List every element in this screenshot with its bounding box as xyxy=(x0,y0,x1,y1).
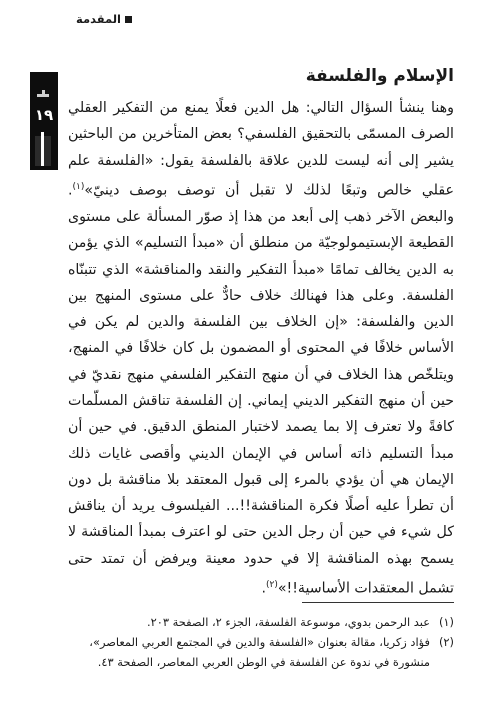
footnote-item xyxy=(58,632,454,652)
footnote-marker: (١) xyxy=(438,615,454,629)
chapter-side-tab xyxy=(30,72,58,170)
paragraph-text: . xyxy=(261,580,266,597)
footnote-continuation: منشورة في ندوة عن الفلسفة في الوطن العربي المعاصر، الصفحة ٤٣. xyxy=(97,655,430,669)
tab-ornament-bar xyxy=(37,94,49,97)
footnote-divider xyxy=(302,602,454,603)
paragraph-text: وهنا ينشأ السؤال التالي: هل الدين فعلًا يمنع من التفكير العقلي الصرف المسمّى بالتحقيق الفلسفي؟ بعض المتأخرين من الباحثين يشير إلى أنه ليست للدين علاقة بالفلسفة يقول: «الفلسفة علم عقلي خالص وتبعًا لذلك لا تقبل أن توصف بوصف دينيّ» xyxy=(68,100,454,199)
tab-notch-line xyxy=(41,132,44,166)
running-header xyxy=(76,12,132,26)
footnote-item xyxy=(58,612,454,632)
body-paragraph xyxy=(68,95,454,602)
section-title: الإسلام والفلسفة xyxy=(305,66,454,86)
footnote-ref-1[interactable]: (١) xyxy=(72,181,85,192)
header-square-icon xyxy=(125,16,132,23)
main-content xyxy=(68,66,454,602)
running-title: المقدمة xyxy=(76,12,121,26)
footnote-text: عبد الرحمن بدوي، موسوعة الفلسفة، الجزء ٢، الصفحة ٢٠٣. xyxy=(147,615,430,629)
footnote-marker: (٢) xyxy=(438,635,454,649)
footnotes xyxy=(58,612,454,672)
paragraph-text: . والبعض الآخر ذهب إلى أبعد من هذا إذ صوّر المسألة على مستوى القطيعة الإبستيمولوجيّة من منطلق أن «مبدأ التسليم» الذي يؤمن به الدين يخالف تمامًا «مبدأ التفكير والنقد والمناقشة» الذي تتبنّاه الفلسفة. وعلى هذا فهنالك خلاف حادٌّ على مستوى المنهج بين الدين والفلسفة: «إن الخلاف بين الفلسفة والدين لم يكن في الأساس خلافًا في المحتوى أو المضمون بل كان خلافًا في المنهج، ويتلخّص هذا الخلاف في أن منهج التفكير الفلسفي منهج نقديّ في حين أن منهج التفكير الديني إيماني. إن الفلسفة تناقش المسلّمات كافةً ولا تعترف إلا بما يصمد لاختبار المنطق الدقيق. في حين أن مبدأ التسليم ذاته أساس في الإيمان الديني وأقصى غايات ذلك الإيمان هي أن يؤدي بالمرء إلى قبول المعتقد بلا مناقشة بل دون أن تطرأ عليه أصلًا فكرة المناقشة!!... الفيلسوف يريد أن يناقش كل شيء في حين أن رجل الدين حتى لو اعترف بمبدأ المناقشة لا يسمح بهذه المناقشة إلا في حدود معينة ويرفض أن تمتد حتى تشمل المعتقدات الأساسية!!» xyxy=(68,182,454,597)
page-number: ١٩ xyxy=(34,106,54,124)
footnote-text: فؤاد زكريا، مقالة بعنوان «الفلسفة والدين في المجتمع العربي المعاصر»، xyxy=(89,635,430,649)
footnote-ref-2[interactable]: (٢) xyxy=(265,580,278,591)
